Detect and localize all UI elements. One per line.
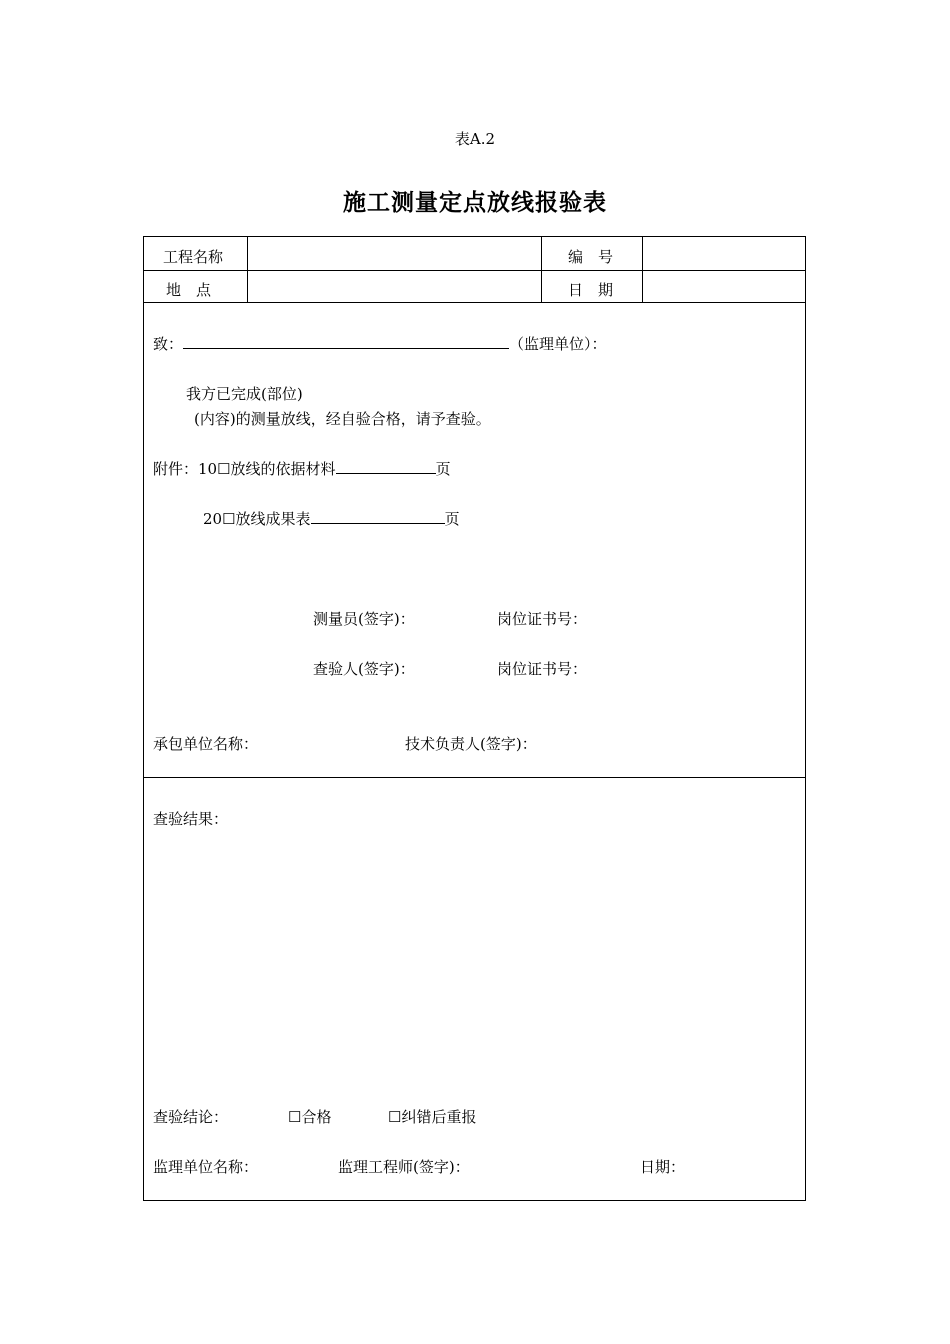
attachment-1-line xyxy=(153,458,451,479)
content-text: (内容)的测量放线，经自验合格，请予查验。 xyxy=(194,410,491,428)
cert-no-label: 岗位证书号： xyxy=(497,660,588,678)
checkbox-icon[interactable]: 0☐ xyxy=(207,460,231,478)
form-caption: 表A.2 xyxy=(454,130,496,148)
surveyor-sign-label: 测量员(签字)： xyxy=(313,610,415,628)
to-line xyxy=(153,333,607,354)
conclusion-label: 查验结论： xyxy=(153,1108,229,1126)
project-name-field[interactable] xyxy=(249,238,539,269)
divider xyxy=(247,236,248,303)
divider xyxy=(143,302,806,303)
result-label: 查验结果： xyxy=(153,810,229,828)
divider xyxy=(143,777,806,778)
location-field[interactable] xyxy=(249,272,539,301)
number-label: 编 号 xyxy=(568,248,614,266)
inspector-sign-label: 查验人(签字)： xyxy=(313,660,415,678)
to-label: 致： xyxy=(153,335,184,353)
result-date-label: 日期： xyxy=(640,1158,686,1176)
tech-lead-sign-label: 技术负责人(签字)： xyxy=(405,735,537,753)
supervision-unit-name-label: 监理单位名称： xyxy=(153,1158,259,1176)
attachment-1-pages-field[interactable] xyxy=(336,458,436,474)
date-field[interactable] xyxy=(644,272,804,301)
project-name-label: 工程名称 xyxy=(163,248,224,266)
number-field[interactable] xyxy=(644,238,804,269)
result-area[interactable] xyxy=(153,835,793,1085)
attachment-2-text: 放线成果表 xyxy=(235,510,311,528)
pass-checkbox[interactable]: ☐合格 xyxy=(288,1108,332,1126)
supervisor-unit-field[interactable] xyxy=(183,333,509,349)
form-title: 施工测量定点放线报验表 xyxy=(343,189,607,216)
divider xyxy=(541,236,542,303)
location-label: 地 点 xyxy=(166,281,212,299)
contractor-name-label: 承包单位名称： xyxy=(153,735,259,753)
page-unit: 页 xyxy=(444,510,460,528)
completed-part-text: 我方已完成(部位) xyxy=(186,385,303,403)
divider xyxy=(642,236,643,303)
date-label: 日 期 xyxy=(568,281,614,299)
attachment-1-text: 放线的依据材料 xyxy=(230,460,336,478)
supervising-engineer-sign-label: 监理工程师(签字)： xyxy=(338,1158,470,1176)
attachment-2-pages-field[interactable] xyxy=(311,508,445,524)
cert-no-label: 岗位证书号： xyxy=(497,610,588,628)
checkbox-icon[interactable]: 0☐ xyxy=(212,510,236,528)
page-unit: 页 xyxy=(435,460,451,478)
attachment-2-prefix: 2 xyxy=(203,510,213,528)
divider xyxy=(143,270,806,271)
supervisor-unit-suffix: （监理单位）： xyxy=(509,335,607,353)
attachment-label: 附件：1 xyxy=(153,460,208,478)
resubmit-checkbox[interactable]: ☐纠错后重报 xyxy=(388,1108,477,1126)
attachment-2-line xyxy=(203,508,460,529)
